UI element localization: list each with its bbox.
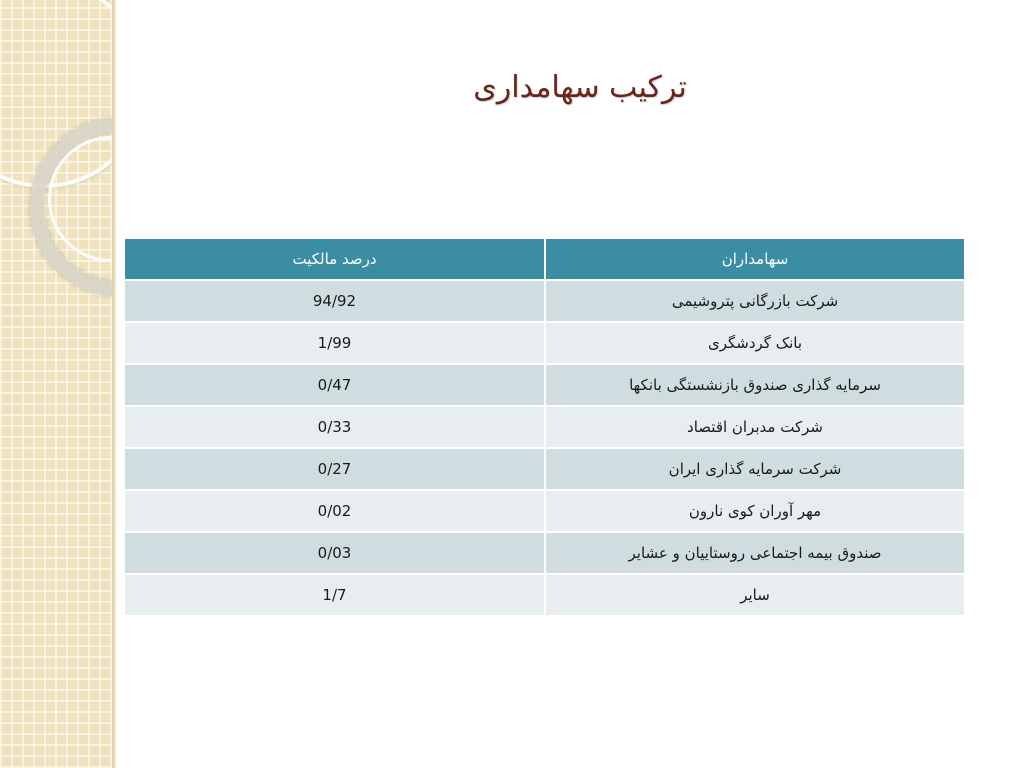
slide-title: ترکیب سهامداری	[473, 70, 687, 105]
header-shareholders: سهامداران	[545, 239, 964, 280]
shareholder-name: صندوق بیمه اجتماعی روستاییان و عشایر	[545, 532, 964, 574]
shareholder-name: شرکت مدبران اقتصاد	[545, 406, 964, 448]
ownership-percent: 1/7	[125, 574, 545, 616]
table-row	[125, 364, 964, 406]
shareholder-name: شرکت بازرگانی پتروشیمی	[545, 280, 964, 322]
table-row	[125, 406, 964, 448]
table-row	[125, 322, 964, 364]
table-header-row	[125, 239, 964, 280]
ownership-percent: 0/03	[125, 532, 545, 574]
ownership-percent: 1/99	[125, 322, 545, 364]
ownership-percent: 94/92	[125, 280, 545, 322]
ownership-percent: 0/33	[125, 406, 545, 448]
shareholder-name: سایر	[545, 574, 964, 616]
ownership-percent: 0/27	[125, 448, 545, 490]
ownership-percent: 0/02	[125, 490, 545, 532]
side-panel-border	[112, 0, 116, 768]
table-row	[125, 280, 964, 322]
table-row	[125, 532, 964, 574]
table-row	[125, 448, 964, 490]
shareholder-name: سرمایه گذاری صندوق بازنشستگی بانکها	[545, 364, 964, 406]
ownership-percent: 0/47	[125, 364, 545, 406]
shareholders-table	[125, 239, 964, 617]
table-row	[125, 490, 964, 532]
decorative-side-panel	[0, 0, 112, 768]
shareholder-name: بانک گردشگری	[545, 322, 964, 364]
shareholder-name: شرکت سرمایه گذاری ایران	[545, 448, 964, 490]
shareholder-name: مهر آوران کوی نارون	[545, 490, 964, 532]
header-ownership-percent: درصد مالکیت	[125, 239, 545, 280]
table-row	[125, 574, 964, 616]
